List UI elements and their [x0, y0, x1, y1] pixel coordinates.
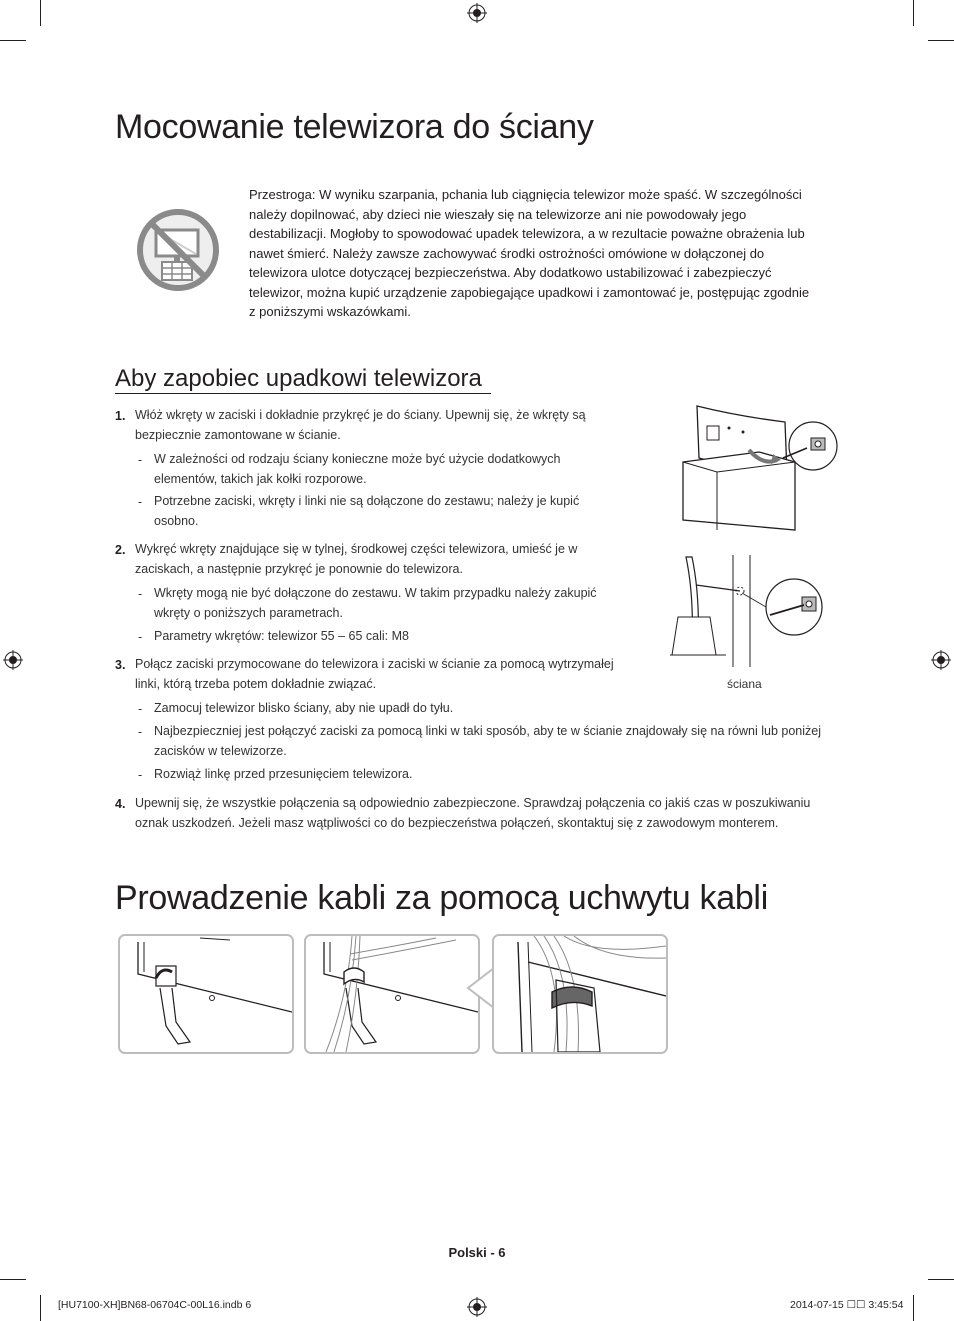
crop-mark [0, 1279, 26, 1280]
step-subitem: Potrzebne zaciski, wkręty i linki nie są dołączone do zestawu; należy je kupić osobno. [154, 494, 580, 528]
registration-mark-icon [931, 650, 951, 670]
step-subitem: Zamocuj telewizor blisko ściany, aby nie upadł do tyłu. [154, 701, 454, 715]
step-subitem: Parametry wkrętów: telewizor 55 – 65 cali: M8 [154, 629, 409, 643]
cable-holder-illustration-1 [120, 936, 292, 1052]
crop-mark [928, 40, 954, 41]
crop-mark [913, 0, 914, 26]
cables-title: Prowadzenie kabli za pomocą uchwytu kabli [115, 879, 768, 917]
cable-holder-zoom-illustration [494, 936, 666, 1052]
tv-back-clip-illustration [677, 402, 841, 532]
step-subitem: Najbezpieczniej jest połączyć zaciski za pomocą linki w taki sposób, aby te w ścianie znajdowały się na równi lub poniżej zacisków w telewizorze. [154, 724, 821, 758]
warning-text: Przestroga: W wyniku szarpania, pchania lub ciągnięcia telewizor może spaść. W szczególności należy dopilnować, aby dzieci nie wieszały się na telewizorze ani nie powodowały jego destabilizacji. Mogłoby to spowodować upadek telewizora, a w rezultacie poważne obrażenia lub nawet śmierć. Należy zawsze zachowywać środki ostrożności omówione w dołączonej do telewizora ulotce dotyczącej bezpieczeństwa. Aby dodatkowo ustabilizować i zabezpieczyć telewizor, można kupić urządzenie zapobiegające upadkowi i zamontować je, postępując zgodnie z poniższymi wskazówkami. [249, 187, 810, 319]
registration-mark-icon [3, 650, 23, 670]
section-subtitle: Aby zapobiec upadkowi telewizora [115, 365, 482, 392]
subtitle-underline [115, 393, 491, 394]
cable-step-panel-2 [304, 934, 480, 1054]
registration-mark-icon [467, 1297, 487, 1317]
step-number: 3. [115, 658, 126, 672]
cable-step-panel-3 [492, 934, 668, 1054]
print-slug-left: [HU7100-XH]BN68-06704C-00L16.indb 6 [58, 1299, 252, 1311]
bullet-dash: - [138, 702, 143, 716]
step-subitem: W zależności od rodzaju ściany konieczne może być użycie dodatkowych elementów, takich jak kołki rozporowe. [154, 452, 561, 486]
page-title: Mocowanie telewizora do ściany [115, 108, 594, 146]
step-number: 4. [115, 797, 126, 811]
step-text: Upewnij się, że wszystkie połączenia są odpowiednio zabezpieczone. Sprawdzaj połączenia co jakiś czas w poszukiwaniu oznak uszkodzeń. Jeżeli masz wątpliwości co do bezpieczeństwa połączeń, skontaktuj się z zawodowym monterem. [135, 796, 811, 830]
step-subitem: Wkręty mogą nie być dołączone do zestawu. W takim przypadku należy zakupić wkręty o poniższych parametrach. [154, 586, 597, 620]
bullet-dash: - [138, 768, 143, 782]
step-subitem: Rozwiąż linkę przed przesunięciem telewizora. [154, 767, 413, 781]
bullet-dash: - [138, 495, 143, 509]
crop-mark [40, 1295, 41, 1321]
crop-mark [0, 40, 26, 41]
no-climbing-warning-icon [136, 208, 220, 292]
bullet-dash: - [138, 725, 143, 739]
step-text: Wykręć wkręty znajdujące się w tylnej, środkowej części telewizora, umieść je w zaciskach, a następnie przykręć je ponownie do telewizora. [135, 542, 578, 576]
crop-mark [40, 0, 41, 26]
crop-mark [928, 1279, 954, 1280]
crop-mark [913, 1295, 914, 1321]
cable-step-panel-1 [118, 934, 294, 1054]
registration-mark-icon [467, 3, 487, 23]
bullet-dash: - [138, 587, 143, 601]
step-text: Włóż wkręty w zaciski i dokładnie przykręć je do ściany. Upewnij się, że wkręty są bezpiecznie zamontowane w ścianie. [135, 408, 586, 442]
page-number: Polski - 6 [448, 1245, 506, 1260]
print-slug-right: 2014-07-15 ☐☐ 3:45:54 [790, 1299, 904, 1311]
step-text: Połącz zaciski przymocowane do telewizora i zaciski w ścianie za pomocą wytrzymałej linki, którą trzeba potem dokładnie związać. [135, 657, 614, 691]
cable-holder-illustration-2 [306, 936, 478, 1052]
bullet-dash: - [138, 630, 143, 644]
step-number: 2. [115, 543, 126, 557]
step-number: 1. [115, 409, 126, 423]
wall-caption: ściana [727, 677, 762, 691]
tv-wall-cable-illustration [670, 555, 840, 669]
bullet-dash: - [138, 453, 143, 467]
